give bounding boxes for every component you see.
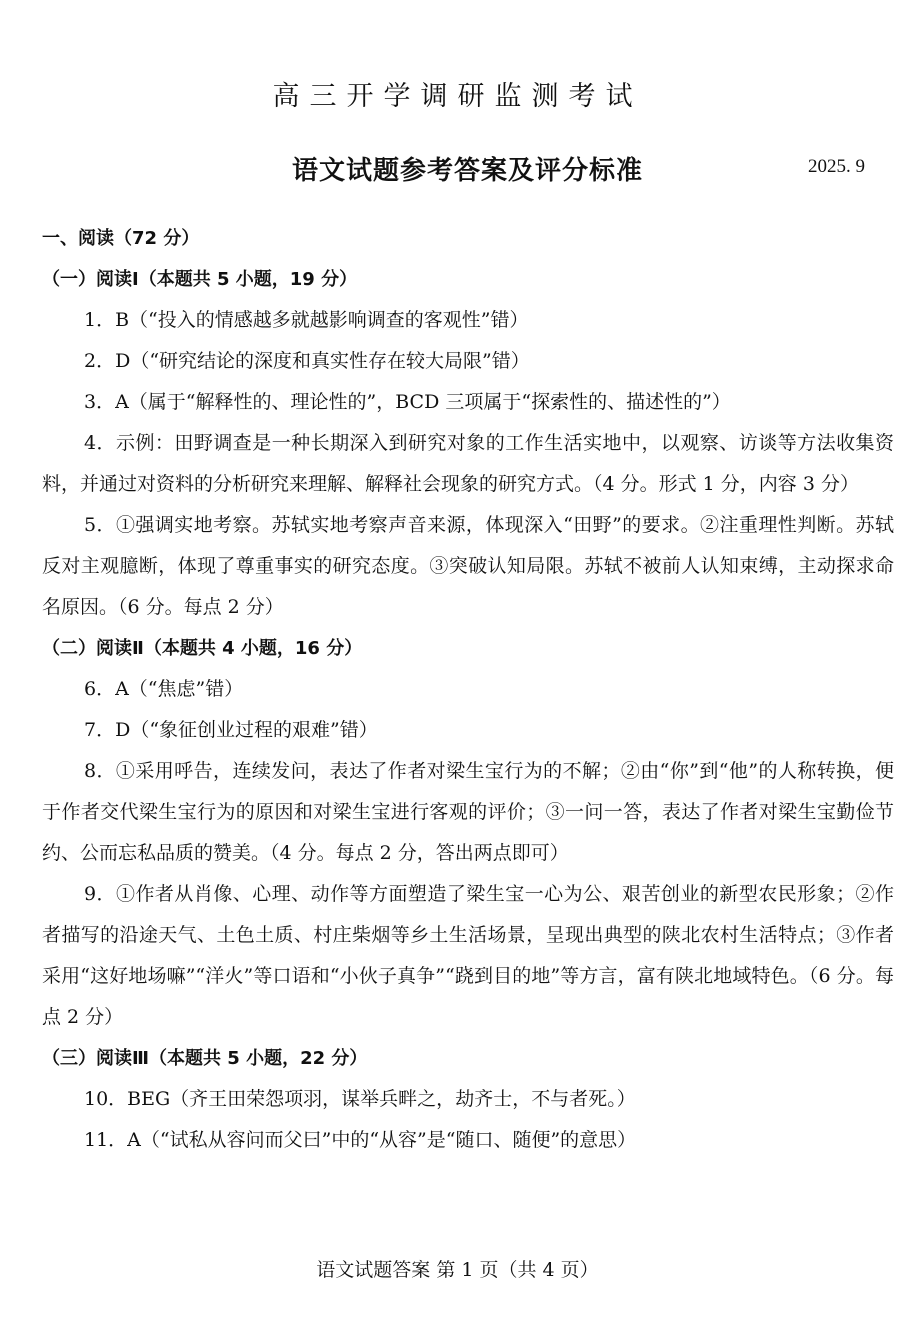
answer-item-9: 9．①作者从肖像、心理、动作等方面塑造了梁生宝一心为公、艰苦创业的新型农民形象；②作者描写的沿途天气、土色土质、村庄柴烟等乡土生活场景，呈现出典型的陕北农村生活特点；③作者采用“这好地场嘛”“洋火”等口语和“小伙子真争”“跷到目的地”等方言，富有陕北地域特色。（6 分。每点 2 分） [42, 883, 894, 1028]
answer-item-10: 10．BEG（齐王田荣怨项羽，谋举兵畔之，劫齐士，不与者死。） [84, 1088, 636, 1110]
part-heading: 一、阅读（72 分） [42, 228, 200, 249]
section-heading-3: （三）阅读Ⅲ（本题共 5 小题，22 分） [42, 1048, 368, 1069]
section-heading-1: （一）阅读Ⅰ（本题共 5 小题，19 分） [42, 269, 358, 290]
answer-item-3: 3．A（属于“解释性的、理论性的”，BCD 三项属于“探索性的、描述性的”） [84, 391, 731, 413]
answer-item-2: 2．D（“研究结论的深度和真实性存在较大局限”错） [84, 350, 530, 372]
answer-item-5: 5．①强调实地考察。苏轼实地考察声音来源，体现深入“田野”的要求。②注重理性判断。苏轼反对主观臆断，体现了尊重事实的研究态度。③突破认知局限。苏轼不被前人认知束缚，主动探求命名原因。（6 分。每点 2 分） [42, 514, 894, 618]
answer-item-6: 6．A（“焦虑”错） [84, 678, 244, 700]
document-subtitle: 语文试题参考答案及评分标准 [291, 156, 643, 186]
answer-item-4: 4．示例：田野调查是一种长期深入到研究对象的工作生活实地中，以观察、访谈等方法收集资料，并通过对资料的分析研究来理解、解释社会现象的研究方式。（4 分。形式 1 分，内容 3 分） [42, 432, 894, 495]
answer-item-1: 1．B（“投入的情感越多就越影响调查的客观性”错） [84, 309, 529, 331]
answer-item-8: 8．①采用呼告，连续发问，表达了作者对梁生宝行为的不解；②由“你”到“他”的人称转换，便于作者交代梁生宝行为的原因和对梁生宝进行客观的评价；③一问一答，表达了作者对梁生宝勤俭节约、公而忘私品质的赞美。（4 分。每点 2 分，答出两点即可） [42, 760, 894, 864]
page-footer: 语文试题答案 第 1 页（共 4 页） [316, 1259, 599, 1281]
page-title: 高三开学调研监测考试 [272, 81, 643, 112]
document-date: 2025. 9 [808, 156, 865, 177]
answer-item-11: 11．A（“试私从容问而父曰”中的“从容”是“随口、随便”的意思） [84, 1129, 637, 1151]
answer-item-7: 7．D（“象征创业过程的艰难”错） [84, 719, 378, 741]
answer-content [42, 218, 894, 1161]
section-heading-2: （二）阅读Ⅱ（本题共 4 小题，16 分） [42, 638, 363, 659]
